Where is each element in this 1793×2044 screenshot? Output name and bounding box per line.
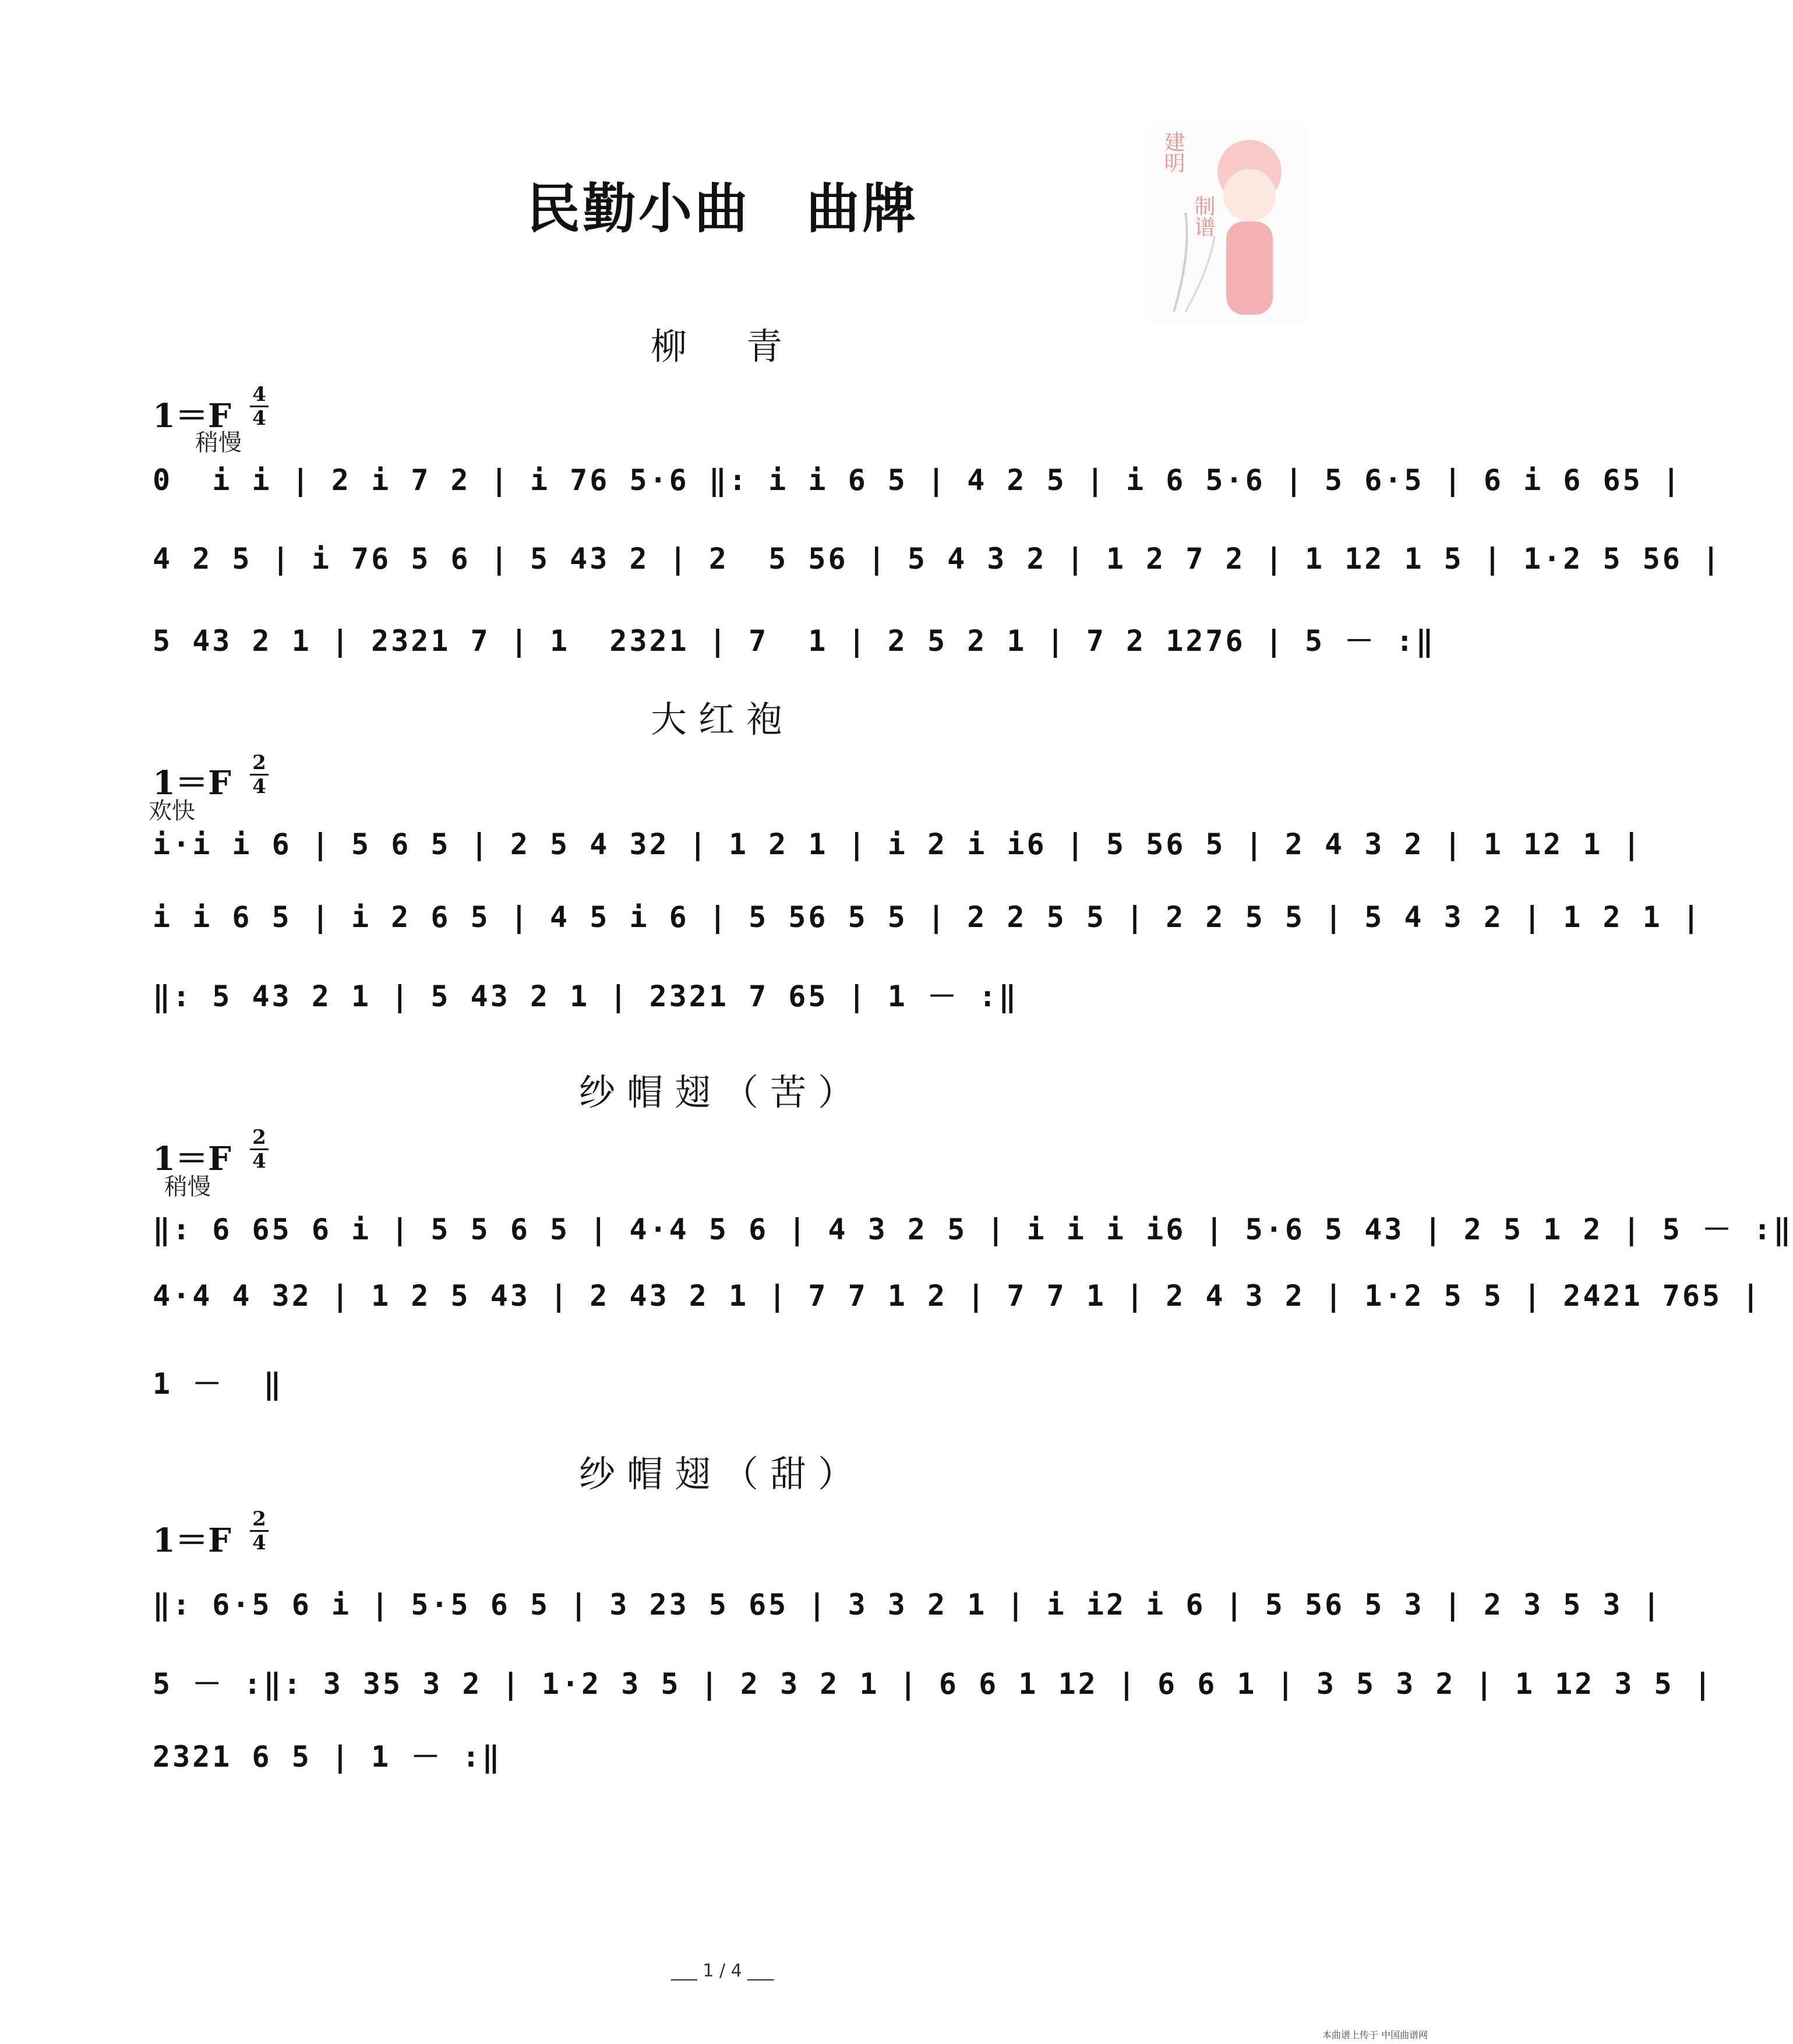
tempo-marking: 稍慢	[195, 429, 242, 456]
section-title-dahongpao: 大红袍	[650, 698, 794, 741]
stamp-line1: 建明	[1161, 131, 1185, 173]
notation-line: 2321 6 5 | 1 － :‖	[153, 1740, 502, 1774]
notation-line: 1 － ‖	[153, 1367, 284, 1401]
tempo-marking: 稍慢	[164, 1173, 211, 1200]
notation-line: i·i i 6 | 5 6 5 | 2 5 4 32 | 1 2 1 | i 2 i i6 | 5 56 5 | 2 4 3 2 | 1 12 1 |	[153, 827, 1643, 861]
section-title-shamaochi-ku: 纱帽翅（苦）	[578, 1071, 866, 1113]
notation-line: ‖: 5 43 2 1 | 5 43 2 1 | 2321 7 65 | 1 － :‖	[153, 979, 1019, 1013]
notation-line: 4·4 4 32 | 1 2 5 43 | 2 43 2 1 | 7 7 1 2 | 7 7 1 | 2 4 3 2 | 1·2 5 5 | 2421 765 |	[153, 1279, 1762, 1313]
time-bottom: 4	[252, 775, 266, 798]
tempo-marking: 欢快	[149, 798, 195, 824]
notation-line: 4 2 5 | i 76 5 6 | 5 43 2 | 2 5 56 | 5 4 3 2 | 1 2 7 2 | 1 12 1 5 | 1·2 5 56 |	[153, 542, 1723, 576]
notation-line: 5 43 2 1 | 2321 7 | 1 2321 | 7 1 | 2 5 2 1 | 7 2 1276 | 5 － :‖	[153, 624, 1436, 658]
notation-line: ‖: 6·5 6 i | 5·5 6 5 | 3 23 5 65 | 3 3 2 1 | i i2 i 6 | 5 56 5 3 | 2 3 5 3 |	[153, 1588, 1663, 1622]
time-top: 2	[252, 751, 266, 774]
key-signature: 1＝F	[153, 397, 231, 435]
time-signature	[248, 753, 271, 797]
time-signature	[248, 1509, 271, 1553]
time-top: 2	[252, 1507, 266, 1531]
opera-figure-illustration	[1150, 125, 1307, 323]
time-bottom: 4	[252, 407, 266, 430]
page-number: ___ 1 / 4 ___	[670, 1961, 774, 1981]
notation-line: 0 i i | 2 i 7 2 | i 76 5·6 ‖: i i 6 5 | 4 2 5 | i 6 5·6 | 5 6·5 | 6 i 6 65 |	[153, 463, 1682, 497]
footer-note: 本曲谱上传于 中国曲谱网	[1322, 2029, 1428, 2041]
notation-line: 5 － :‖: 3 35 3 2 | 1·2 3 5 | 2 3 2 1 | 6 6 1 12 | 6 6 1 | 3 5 3 2 | 1 12 3 5 |	[153, 1667, 1714, 1701]
notation-line: ‖: 6 65 6 i | 5 5 6 5 | 4·4 5 6 | 4 3 2 5 | i i i i6 | 5·6 5 43 | 2 5 1 2 | 5 － :‖	[153, 1213, 1793, 1246]
author-stamp	[1150, 125, 1307, 323]
time-bottom: 4	[252, 1531, 266, 1555]
page-title: 民勤小曲 曲牌	[526, 177, 918, 240]
key-signature: 1＝F	[153, 1521, 231, 1560]
time-signature	[248, 385, 271, 428]
key-signature: 1＝F	[153, 764, 231, 802]
time-top: 4	[252, 383, 266, 406]
stamp-line2: 制谱	[1191, 195, 1215, 237]
notation-line: i i 6 5 | i 2 6 5 | 4 5 i 6 | 5 56 5 5 | 2 2 5 5 | 2 2 5 5 | 5 4 3 2 | 1 2 1 |	[153, 900, 1702, 934]
key-signature: 1＝F	[153, 1140, 231, 1178]
time-bottom: 4	[252, 1150, 266, 1173]
time-signature	[248, 1127, 271, 1171]
section-title-liuqing: 柳 青	[650, 325, 794, 368]
section-title-shamaochi-tian: 纱帽翅（甜）	[578, 1453, 866, 1495]
time-top: 2	[252, 1126, 266, 1149]
